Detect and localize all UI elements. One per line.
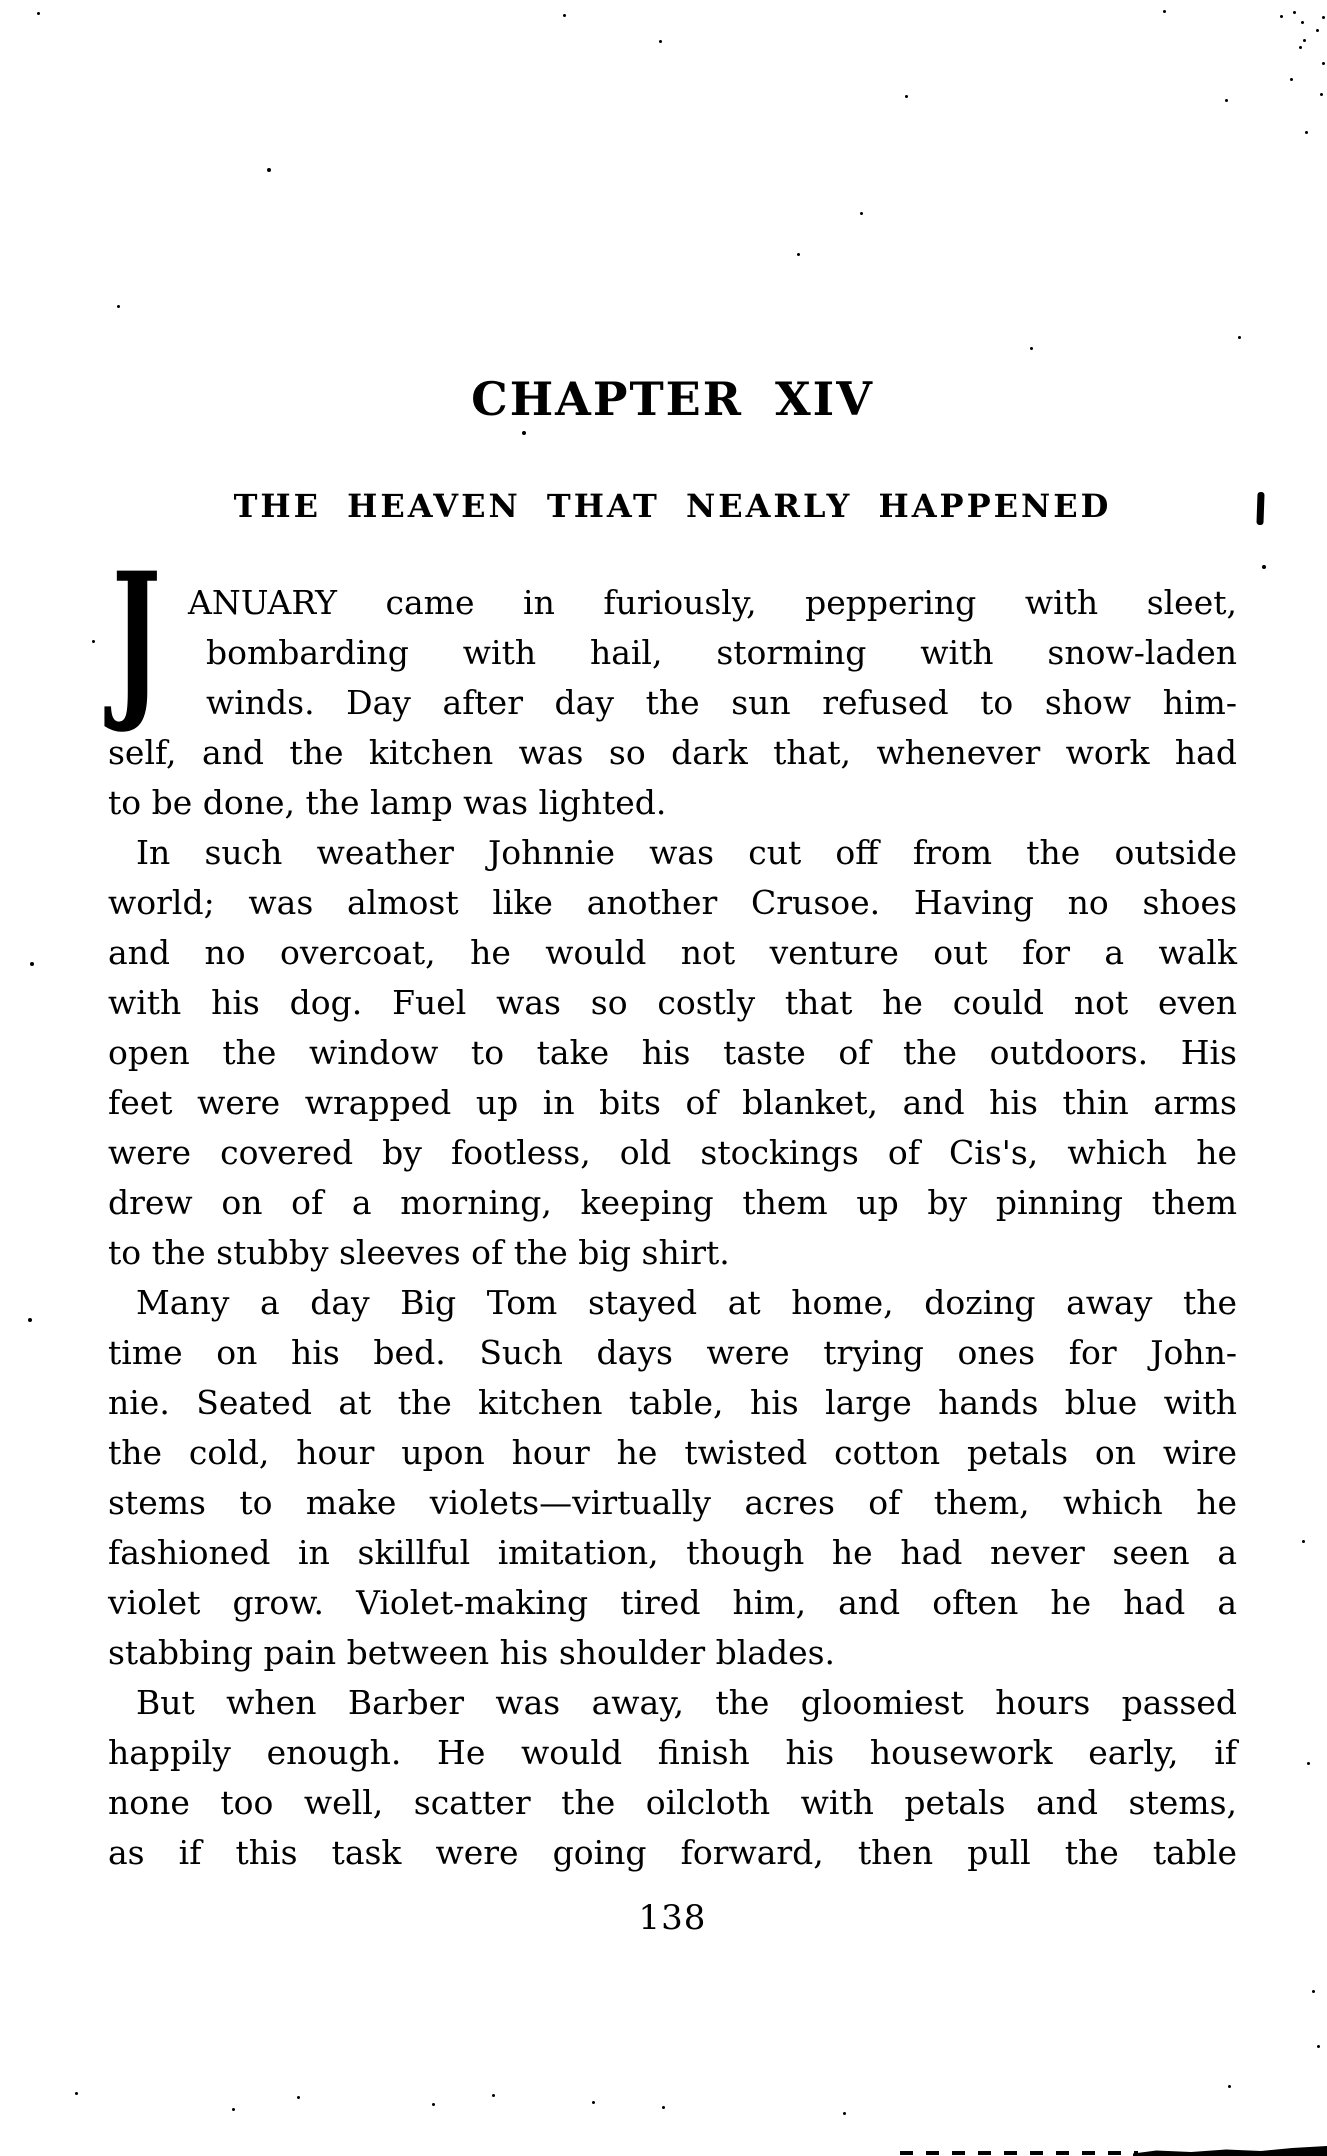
scan-speck xyxy=(92,640,95,643)
page-number: 138 xyxy=(638,1898,707,1938)
scan-speck xyxy=(1293,11,1296,14)
scan-speck xyxy=(30,962,34,966)
scan-edge-smudge xyxy=(1133,2146,1327,2156)
scan-speck xyxy=(563,14,566,17)
scan-speck xyxy=(1238,336,1241,339)
text-line: drew on of a morning, keeping them up by pinning them xyxy=(108,1183,1237,1222)
text-line: time on his bed. Such days were trying ones for John- xyxy=(108,1333,1237,1372)
scan-speck xyxy=(432,2103,435,2106)
text-line: But when Barber was away, the gloomiest hours passed xyxy=(136,1683,1237,1722)
scan-speck xyxy=(1303,39,1306,42)
scan-speck xyxy=(797,253,800,256)
drop-cap-letter: J xyxy=(112,534,161,737)
scan-speck xyxy=(860,212,863,215)
text-line: world; was almost like another Crusoe. Having no shoes xyxy=(108,883,1237,922)
scan-speck xyxy=(492,2094,495,2097)
scan-speck xyxy=(659,40,662,43)
ink-dot-artifact xyxy=(1262,565,1266,569)
scan-speck xyxy=(297,2096,300,2099)
scan-speck xyxy=(1322,16,1325,19)
text-line: Many a day Big Tom stayed at home, dozing away the xyxy=(136,1283,1237,1322)
text-line: feet were wrapped up in bits of blanket, and his thin arms xyxy=(108,1083,1237,1122)
text-line: self, and the kitchen was so dark that, whenever work had xyxy=(108,733,1237,772)
text-line: none too well, scatter the oilcloth with petals and stems, xyxy=(108,1783,1237,1822)
scan-speck xyxy=(1030,347,1033,350)
scan-edge-dashes xyxy=(900,2151,1138,2155)
text-line: bombarding with hail, storming with snow-laden xyxy=(206,633,1237,672)
scan-speck xyxy=(1312,1990,1315,1993)
ink-blot-artifact xyxy=(1256,492,1264,525)
text-line: winds. Day after day the sun refused to show him- xyxy=(206,683,1237,722)
chapter-heading: CHAPTER XIV xyxy=(471,372,874,426)
text-line: the cold, hour upon hour he twisted cotton petals on wire xyxy=(108,1433,1237,1472)
text-line: open the window to take his taste of the outdoors. His xyxy=(108,1033,1237,1072)
scan-speck xyxy=(1302,1540,1305,1543)
text-line: fashioned in skillful imitation, though he had never seen a xyxy=(108,1533,1237,1572)
text-line: In such weather Johnnie was cut off from the outside xyxy=(136,833,1237,872)
scan-speck xyxy=(37,12,40,15)
text-line: violet grow. Violet-making tired him, and often he had a xyxy=(108,1583,1237,1622)
scan-speck xyxy=(117,305,120,308)
text-line: and no overcoat, he would not venture out for a walk xyxy=(108,933,1237,972)
scan-speck xyxy=(1163,10,1166,13)
text-line: ANUARY came in furiously, peppering with sleet, xyxy=(188,583,1237,622)
text-line: with his dog. Fuel was so costly that he could not even xyxy=(108,983,1237,1022)
scan-speck xyxy=(1305,131,1308,134)
scan-speck xyxy=(662,2106,665,2109)
text-line: stems to make violets—virtually acres of them, which he xyxy=(108,1483,1237,1522)
scan-speck xyxy=(1225,99,1228,102)
scan-speck xyxy=(1290,78,1293,81)
text-line: stabbing pain between his shoulder blades. xyxy=(108,1633,836,1672)
scan-speck xyxy=(905,95,908,98)
scan-speck xyxy=(1307,1762,1310,1765)
text-line: as if this task were going forward, then pull the table xyxy=(108,1833,1237,1872)
body-text-block xyxy=(108,578,1237,1878)
scan-speck xyxy=(232,2108,235,2111)
scan-speck xyxy=(75,2092,78,2095)
text-line: to the stubby sleeves of the big shirt. xyxy=(108,1233,730,1272)
text-line: were covered by footless, old stockings of Cis's, which he xyxy=(108,1133,1237,1172)
chapter-subtitle: THE HEAVEN THAT NEARLY HAPPENED xyxy=(233,487,1112,525)
scan-speck xyxy=(1317,2045,1320,2048)
text-line: happily enough. He would finish his housework early, if xyxy=(108,1733,1237,1772)
text-line: nie. Seated at the kitchen table, his large hands blue with xyxy=(108,1383,1237,1422)
scan-speck xyxy=(522,431,526,435)
scan-speck xyxy=(1320,93,1323,96)
scan-speck xyxy=(267,168,271,172)
scan-speck xyxy=(1299,46,1302,49)
scan-speck xyxy=(28,1318,32,1322)
scan-speck xyxy=(1228,2085,1231,2088)
text-line: to be done, the lamp was lighted. xyxy=(108,783,667,822)
scan-speck xyxy=(592,2101,595,2104)
scan-speck xyxy=(1280,15,1283,18)
scan-speck xyxy=(1322,62,1325,65)
scan-speck xyxy=(1316,29,1319,32)
scan-speck xyxy=(843,2112,846,2115)
scan-speck xyxy=(1301,21,1304,24)
